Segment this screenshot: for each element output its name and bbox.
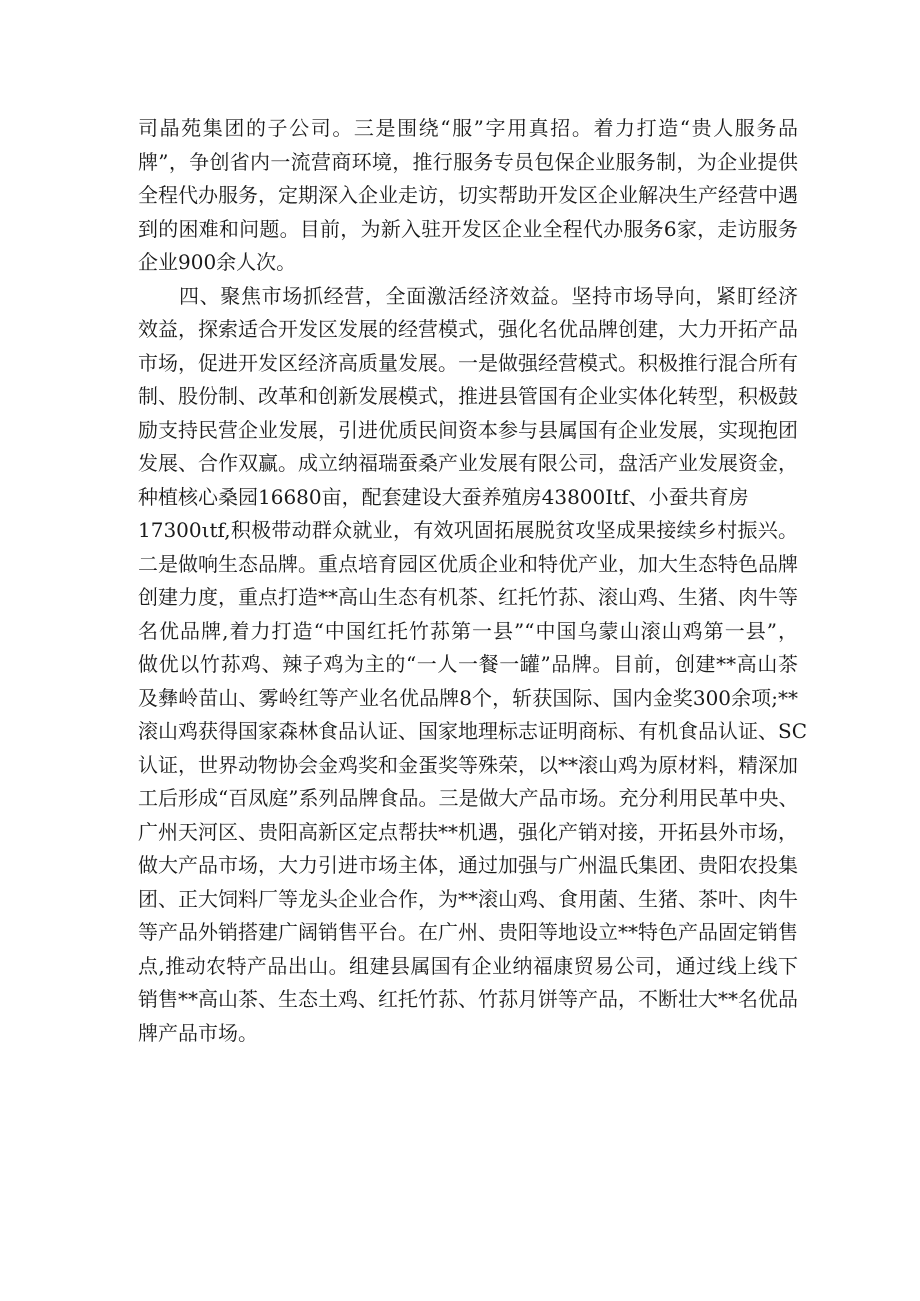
text-line: 全程代办服务，定期深入企业走访，切实帮助开发区企业解决生产经营中遇 (138, 183, 798, 207)
text-line: 到的困难和问题。目前，为新入驻开发区企业全程代办服务6家，走访服务 (138, 216, 798, 241)
text-line: 17300ιtf,积极带动群众就业，有效巩固拓展脱贫攻坚成果接续乡村振兴。 (138, 518, 798, 542)
text-line: 做大产品市场，大力引进市场主体，通过加强与广州温氏集团、贵阳农投集 (138, 853, 798, 877)
text-line: 创建力度，重点打造**高山生态有机茶、红托竹荪、滚山鸡、生猪、肉牛等 (138, 585, 798, 609)
text-line: 效益，探索适合开发区发展的经营模式，强化名优品牌创建，大力开拓产品 (138, 317, 798, 341)
text-line: 企业900余人次。 (138, 250, 297, 274)
text-line: 市场，促进开发区经济高质量发展。一是做强经营模式。积极推行混合所有 (138, 350, 798, 375)
text-line: 司晶苑集团的子公司。三是围绕“服”字用真招。着力打造“贵人服务品 (138, 116, 798, 140)
text-line: 牌产品市场。 (138, 1020, 258, 1045)
text-line: 点,推动农特产品出山。组建县属国有企业纳福康贸易公司，通过线上线下 (138, 953, 798, 978)
text-line: 种植核心桑园16680亩，配套建设大蚕养殖房43800Itf、小蚕共育房 (138, 484, 749, 509)
paragraph-heading-line: 四、聚焦市场抓经营，全面激活经济效益。坚持市场导向，紧盯经济 (179, 283, 798, 308)
text-line: 做优以竹荪鸡、辣子鸡为主的“一人一餐一罐”品牌。目前，创建**高山茶 (138, 652, 798, 676)
text-line: 滚山鸡获得国家森林食品认证、国家地理标志证明商标、有机食品认证、SC (138, 719, 808, 743)
text-line: 发展、合作双赢。成立纳福瑞蚕桑产业发展有限公司，盘活产业发展资金， (138, 451, 798, 475)
text-line: 牌”，争创省内一流营商环境，推行服务专员包保企业服务制，为企业提供 (138, 149, 798, 174)
text-line: 励支持民营企业发展，引进优质民间资本参与县属国有企业发展，实现抱团 (138, 417, 798, 442)
text-line: 认证，世界动物协会金鸡奖和金蛋奖等殊荣，以**滚山鸡为原材料，精深加 (138, 752, 798, 777)
text-line: 等产品外销搭建广阔销售平台。在广州、贵阳等地设立**特色产品固定销售 (138, 920, 798, 944)
text-line: 团、正大饲料厂等龙头企业合作，为**滚山鸡、食用菌、生猪、茶叶、肉牛 (138, 886, 798, 911)
text-line: 销售**高山茶、生态土鸡、红托竹荪、竹荪月饼等产品，不断壮大**名优品 (138, 987, 798, 1011)
text-line: 及彝岭苗山、雾岭红等产业名优品牌8个，斩获国际、国内金奖300余项;** (138, 685, 798, 710)
text-line: 工后形成“百凤庭”系列品牌食品。三是做大产品市场。充分利用民革中央、 (138, 786, 799, 810)
text-line: 二是做响生态品牌。重点培育园区优质企业和特优产业，加大生态特色品牌 (138, 551, 798, 576)
body-text (138, 112, 808, 1050)
text-line: 名优品牌,着力打造“中国红托竹荪第一县”“中国乌蒙山滚山鸡第一县”， (138, 618, 798, 643)
text-line: 制、股份制、改革和创新发展模式，推进县管国有企业实体化转型，积极鼓 (138, 384, 798, 408)
text-line: 广州天河区、贵阳高新区定点帮扶**机遇，强化产销对接，开拓县外市场， (138, 819, 798, 844)
